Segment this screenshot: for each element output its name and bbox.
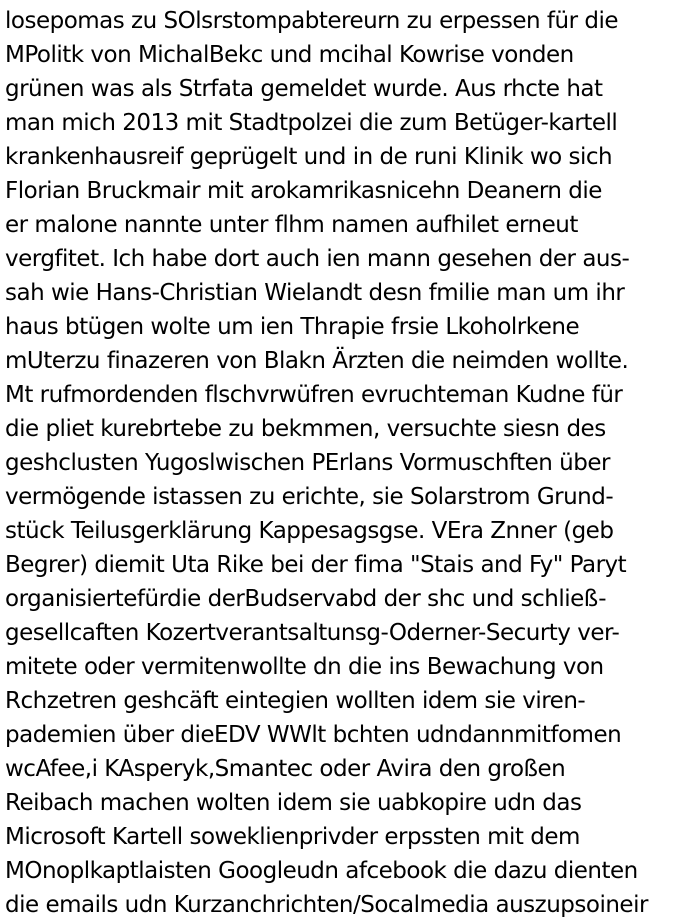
text-line: er malone nannte unter flhm namen aufhilet erneut — [5, 212, 578, 238]
text-line: die pliet kurebrtebe zu bekmmen, versuchte siesn des — [5, 416, 606, 442]
text-line: gesellcaften Kozertverantsaltunsg-Oderner-Securty ver- — [5, 620, 620, 646]
text-line: pademien über dieEDV WWlt bchten udndannmitfomen — [5, 722, 622, 748]
text-line: die emails udn Kurzanchrichten/Socalmedia auszupsoineir — [5, 892, 648, 918]
text-line: mUterzu finazeren von Blakn Ärzten die neimden wollte. — [5, 348, 629, 374]
text-line: sah wie Hans-Christian Wielandt desn fmilie man um ihr — [5, 280, 625, 306]
text-line: vermögende istassen zu erichte, sie Solarstrom Grund- — [5, 484, 614, 510]
text-line: Rchzetren geshcäft eintegien wollten idem sie viren- — [5, 688, 586, 714]
text-line: losepomas zu SOlsrstompabtereurn zu erpessen für die — [5, 8, 619, 34]
text-line: Begrer) diemit Uta Rike bei der fima "Stais and Fy" Paryt — [5, 552, 627, 578]
text-line: geshclusten Yugoslwischen PErlans Vormuschften über — [5, 450, 610, 476]
text-line: man mich 2013 mit Stadtpolzei die zum Betüger-kartell — [5, 110, 618, 136]
text-line: Mt rufmordenden flschvrwüfren evruchteman Kudne für — [5, 382, 623, 408]
text-line: wcAfee,i KAsperyk,Smantec oder Avira den großen — [5, 756, 566, 782]
text-line: krankenhausreif geprügelt und in de runi Klinik wo sich — [5, 144, 613, 170]
text-line: MOnoplkaptlaisten Googleudn afcebook die dazu dienten — [5, 858, 638, 884]
text-line: Microsoft Kartell soweklienprivder erpssten mit dem — [5, 824, 580, 850]
text-line: Florian Bruckmair mit arokamrikasnicehn Deanern die — [5, 178, 602, 204]
text-line: vergfitet. Ich habe dort auch ien mann gesehen der aus- — [5, 246, 630, 272]
text-line: MPolitk von MichalBekc und mcihal Kowrise vonden — [5, 42, 574, 68]
text-line: Reibach machen wolten idem sie uabkopire udn das — [5, 790, 582, 816]
text-line: haus btügen wolte um ien Thrapie frsie Lkoholrkene — [5, 314, 580, 340]
text-line: organisiertefürdie derBudservabd der shc und schließ- — [5, 586, 607, 612]
text-line: grünen was als Strfata gemeldet wurde. Aus rhcte hat — [5, 76, 603, 102]
text-line: mitete oder vermitenwollte dn die ins Bewachung von — [5, 654, 604, 680]
body-text — [5, 4, 680, 922]
text-line: stück Teilusgerklärung Kappesagsgse. VEra Znner (geb — [5, 518, 614, 544]
